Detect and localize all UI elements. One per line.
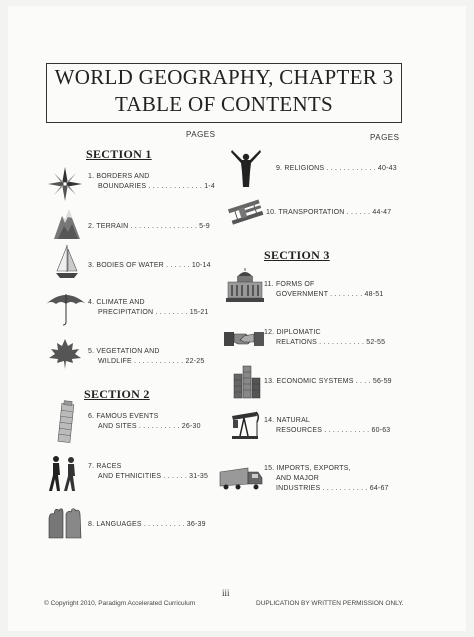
entry-8-line-1: 8. LANGUAGES . . . . . . . . . . 36-39 <box>88 521 206 528</box>
section-2-heading: SECTION 2 <box>84 387 150 401</box>
entry-7-line-1: 7. RACES <box>88 463 122 470</box>
toc-entry-10 <box>266 208 391 218</box>
compass-rose-icon <box>46 166 84 202</box>
entry-2-line-1: 2. TERRAIN . . . . . . . . . . . . . . . . 5-9 <box>88 223 210 230</box>
entry-3-line-1: 3. BODIES OF WATER . . . . . . 10-14 <box>88 262 211 269</box>
raised-arms-figure-icon <box>230 148 262 188</box>
section-3-heading: SECTION 3 <box>264 248 330 262</box>
entry-6-line-1: 6. FAMOUS EVENTS <box>88 413 159 420</box>
section-1-heading: SECTION 1 <box>86 147 152 161</box>
entry-11-line-1: 11. FORMS OF <box>264 281 315 288</box>
entry-10-line-1: 10. TRANSPORTATION . . . . . . 44-47 <box>266 209 392 216</box>
toc-entry-15 <box>264 464 389 494</box>
toc-entry-8 <box>88 520 206 530</box>
entry-1-line-2: BOUNDARIES . . . . . . . . . . . . . 1-4 <box>98 183 215 190</box>
toc-entry-13 <box>264 377 392 387</box>
title-box <box>46 63 402 123</box>
umbrella-icon <box>44 290 88 326</box>
page-number: iii <box>222 588 230 598</box>
toc-entry-2 <box>88 222 210 232</box>
toc-entry-4 <box>88 298 209 318</box>
maple-leaf-icon <box>48 338 82 370</box>
entry-1-line-1: 1. BORDERS AND <box>88 173 150 180</box>
toc-entry-14 <box>264 416 390 436</box>
truck-icon <box>218 466 264 492</box>
title-line-2: TABLE OF CONTENTS <box>114 92 334 116</box>
mountain-icon <box>52 208 82 240</box>
toc-entry-9 <box>276 164 397 174</box>
entry-11-line-2: GOVERNMENT . . . . . . . . 48-51 <box>276 291 384 298</box>
duplication-notice: DUPLICATION BY WRITTEN PERMISSION ONLY. <box>256 600 404 607</box>
coin-stacks-icon <box>232 364 262 400</box>
pages-label-right: PAGES <box>370 133 400 142</box>
entry-4-line-2: PRECIPITATION . . . . . . . . 15-21 <box>98 309 209 316</box>
toc-entry-1 <box>88 172 215 192</box>
entry-15-line-1: 15. IMPORTS, EXPORTS, <box>264 465 351 472</box>
oil-pump-icon <box>230 408 260 440</box>
pages-label-left: PAGES <box>186 130 216 139</box>
toc-entry-7 <box>88 462 208 482</box>
entry-13-line-1: 13. ECONOMIC SYSTEMS . . . . 56-59 <box>264 378 392 385</box>
entry-15-line-3: INDUSTRIES . . . . . . . . . . . 64-67 <box>276 485 389 492</box>
entry-14-line-2: RESOURCES . . . . . . . . . . . 60-63 <box>276 427 391 434</box>
toc-entry-5 <box>88 347 204 367</box>
entry-7-line-2: AND ETHNICITIES . . . . . . 31-35 <box>98 473 209 480</box>
title-line-1: WORLD GEOGRAPHY, CHAPTER 3 <box>54 65 394 89</box>
toc-entry-3 <box>88 261 211 271</box>
toc-entry-12 <box>264 328 385 348</box>
entry-12-line-2: RELATIONS . . . . . . . . . . . 52-55 <box>276 339 386 346</box>
sailboat-icon <box>54 244 80 280</box>
toc-entry-11 <box>264 280 383 300</box>
entry-4-line-1: 4. CLIMATE AND <box>88 299 145 306</box>
entry-5-line-2: WILDLIFE . . . . . . . . . . . . 22-25 <box>98 358 205 365</box>
entry-14-line-1: 14. NATURAL <box>264 417 311 424</box>
entry-6-line-2: AND SITES . . . . . . . . . . 26-30 <box>98 423 201 430</box>
biplane-icon <box>226 198 266 228</box>
entry-15-line-2: AND MAJOR <box>276 475 320 482</box>
entry-5-line-1: 5. VEGETATION AND <box>88 348 160 355</box>
entry-9-line-1: 9. RELIGIONS . . . . . . . . . . . . 40-43 <box>276 165 397 172</box>
leaning-tower-icon <box>54 400 78 444</box>
hands-icon <box>46 506 84 540</box>
people-walking-icon <box>44 455 82 493</box>
entry-12-line-1: 12. DIPLOMATIC <box>264 329 321 336</box>
copyright-notice: © Copyright 2010, Paradigm Accelerated Curriculum <box>44 600 196 607</box>
capitol-building-icon <box>226 268 264 304</box>
handshake-icon <box>224 328 264 350</box>
toc-entry-6 <box>88 412 201 432</box>
